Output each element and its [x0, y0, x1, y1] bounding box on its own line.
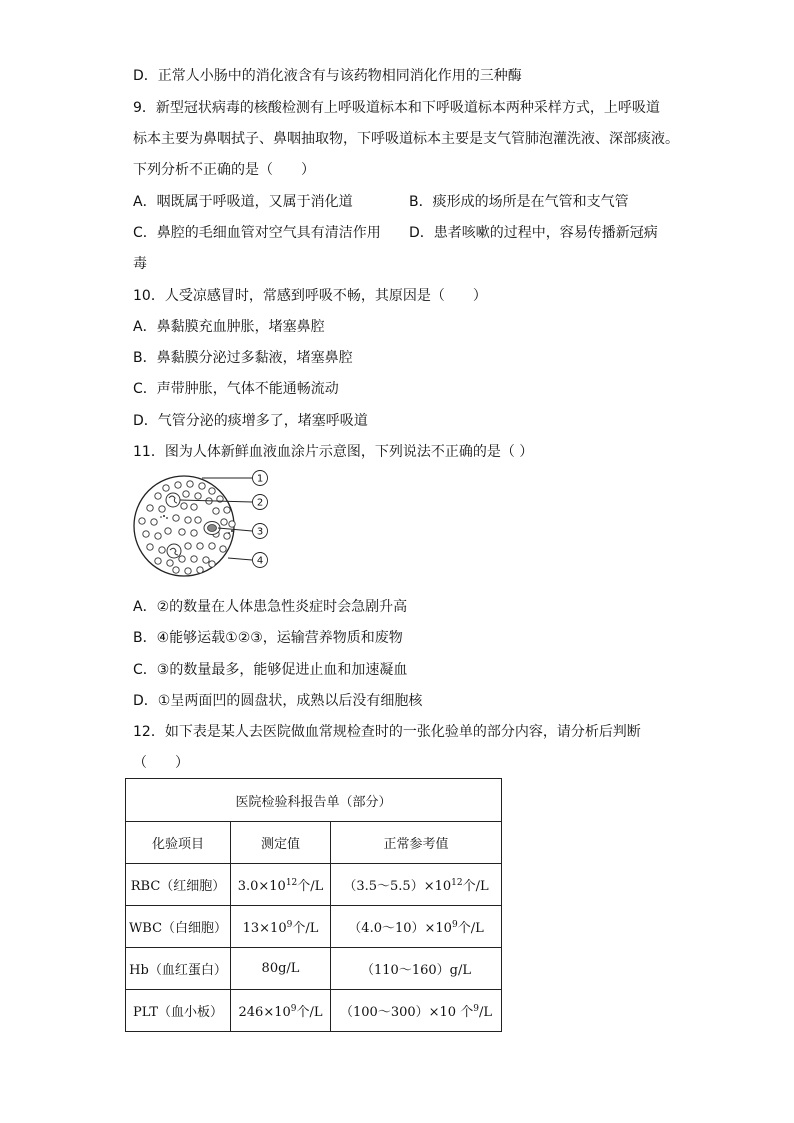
q11-option-b: B．④能够运载①②③，运输营养物质和废物 — [133, 630, 403, 646]
q11-option-c: C．③的数量最多，能够促进止血和加速凝血 — [133, 662, 408, 678]
q11-option-d: D．①呈两面凹的圆盘状，成熟以后没有细胞核 — [133, 693, 423, 709]
q9-option-d: D．患者咳嗽的过程中，容易传播新冠病 — [409, 225, 658, 241]
cell-value: $246\times 10^9$个/L — [231, 990, 331, 1032]
q10-option-d: D．气管分泌的痰增多了，堵塞呼吸道 — [133, 413, 368, 429]
table-row — [126, 906, 502, 948]
label-2: 2 — [256, 497, 264, 509]
cell-value: 80g/L — [231, 948, 331, 990]
cell-reference: $(4.0\sim 10)\times 10^9$个/L — [331, 906, 502, 948]
q10-option-b: B．鼻黏膜分泌过多黏液，堵塞鼻腔 — [133, 350, 353, 366]
q10-option-c: C．声带肿胀，气体不能通畅流动 — [133, 381, 339, 397]
q9-option-b: B．痰形成的场所是在气管和支气管 — [409, 194, 629, 210]
q10-option-a: A．鼻黏膜充血肿胀，堵塞鼻腔 — [133, 319, 325, 335]
cell-item: WBC（白细胞） — [126, 906, 231, 948]
q9-option-c: C．鼻腔的毛细血管对空气具有清洁作用 — [133, 225, 381, 241]
table-row — [126, 990, 502, 1032]
blood-smear-diagram — [128, 466, 278, 584]
q9-option-a: A．咽既属于呼吸道，又属于消化道 — [133, 194, 353, 210]
header-item: 化验项目 — [126, 822, 231, 864]
q11-option-a: A．②的数量在人体患急性炎症时会急剧升高 — [133, 599, 408, 615]
lab-report-table — [125, 778, 502, 1032]
cell-reference: $(3.5\sim 5.5)\times 10^{12}$个/L — [331, 864, 502, 906]
table-row — [126, 948, 502, 990]
cell-reference: （110～160）g/L — [331, 948, 502, 990]
cell-item: RBC（红细胞） — [126, 864, 231, 906]
q9-stem-line2: 标本主要为鼻咽拭子、鼻咽抽取物，下呼吸道标本主要是支气管肺泡灌洗液、深部痰液。 — [133, 131, 679, 147]
q12-stem-line1: 12．如下表是某人去医院做血常规检查时的一张化验单的部分内容，请分析后判断 — [133, 724, 641, 740]
label-3: 3 — [256, 526, 264, 538]
q11-stem: 11．图为人体新鲜血液血涂片示意图，下列说法不正确的是（ ） — [133, 444, 534, 460]
header-value: 测定值 — [231, 822, 331, 864]
callout-circles — [253, 471, 268, 568]
cell-value: $3.0\times 10^{12}$个/L — [231, 864, 331, 906]
q12-stem-line2: （ ） — [133, 755, 189, 771]
cell-item: Hb（血红蛋白） — [126, 948, 231, 990]
q10-stem: 10．人受凉感冒时，常感到呼吸不畅，其原因是（ ） — [133, 288, 487, 304]
q9-stem-line1: 9．新型冠状病毒的核酸检测有上呼吸道标本和下呼吸道标本两种采样方式，上呼吸道 — [133, 100, 660, 116]
table-row — [126, 864, 502, 906]
header-reference: 正常参考值 — [331, 822, 502, 864]
cell-reference: （100～300）×10 个$^9$/L — [331, 990, 502, 1032]
label-4: 4 — [256, 555, 264, 567]
q8-option-d: D．正常人小肠中的消化液含有与该药物相同消化作用的三种酶 — [133, 68, 522, 84]
table-title: 医院检验科报告单（部分） — [126, 779, 502, 822]
cell-item: PLT（血小板） — [126, 990, 231, 1032]
q9-option-d-continued: 毒 — [133, 256, 147, 272]
q9-stem-line3: 下列分析不正确的是（ ） — [133, 162, 315, 178]
label-1: 1 — [256, 473, 264, 485]
cell-value: $13\times 10^9$个/L — [231, 906, 331, 948]
